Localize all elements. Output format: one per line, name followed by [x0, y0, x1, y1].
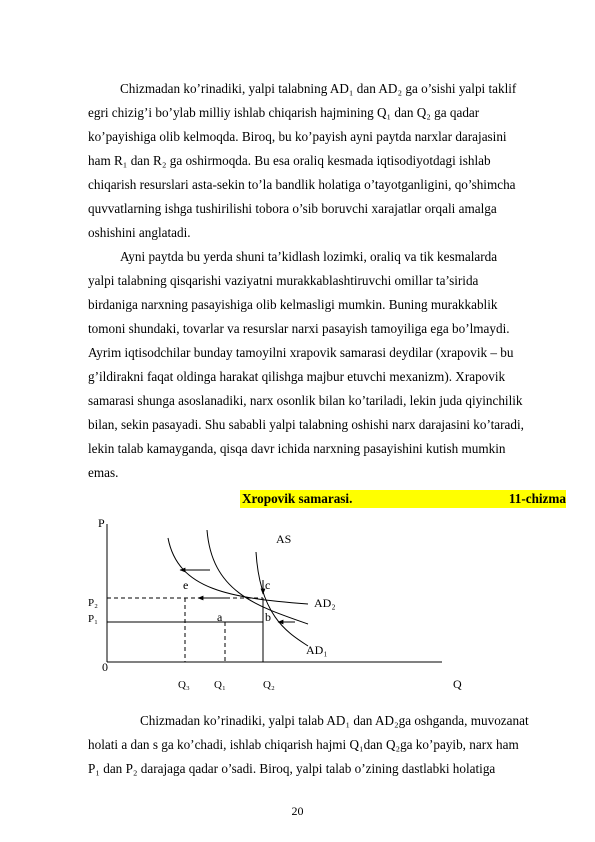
ad1-curve — [256, 552, 308, 646]
as-label: AS — [276, 532, 292, 546]
text-line: tomoni shundaki, tovarlar va resurslar narxi pasayish tamoyiliga ega bo’lmaydi. — [88, 321, 510, 336]
p1-label: P₁ — [88, 613, 98, 625]
text-line: quvvatlarning ishga tushirilishi tobora o’sib boruvchi xarajatlar orqali amalga — [88, 201, 497, 216]
q3-label: Q₃ — [178, 679, 190, 691]
ad2-curve — [168, 538, 308, 604]
point-c-label: c — [265, 578, 271, 592]
ratchet-effect-diagram — [80, 512, 480, 692]
text-line: P₁ dan P₂ darajaga qadar o’sadi. Biroq, yalpi talab o’zining dastlabki holatiga — [88, 761, 496, 776]
text-line: ko’payishiga olib kelmoqda. Biroq, bu ko’payish ayni paytda narxlar darajasini — [88, 129, 507, 144]
text-line: holati a dan s ga ko’chadi, ishlab chiqarish hajmi Q₁dan Q₂ga ko’payib, narx ham — [88, 737, 519, 752]
page-number: 20 — [291, 804, 304, 818]
text-line: ham R₁ dan R₂ ga oshirmoqda. Bu esa oraliq kesmada iqtisodiyotdagi ishlab — [88, 153, 491, 168]
text-line: lekin talab kamayganda, qisqa davr ichida narxning pasayishini kutish mumkin — [88, 441, 506, 456]
text-line: Ayni paytda bu yerda shuni ta’kidlash lozimki, oraliq va tik kesmalarda — [120, 249, 498, 264]
figure-caption — [240, 490, 566, 508]
paragraph-3 — [88, 709, 557, 781]
q1-label: Q₁ — [214, 679, 226, 691]
x-axis-label: Q — [453, 677, 462, 691]
ad1-label: AD₁ — [306, 643, 328, 657]
text-line: birdaniga narxning pasayishiga olib kelmasligi mumkin. Buning murakkablik — [88, 297, 498, 312]
text-line: g’ildirakni faqat oldinga harakat qilishga majbur etuvchi mexanizm). Xrapovik — [88, 369, 506, 384]
q2-label: Q₂ — [263, 679, 275, 691]
text-line: chiqarish resurslari asta-sekin to’la bandlik holatiga o’tayotganligini, qo’shimcha — [88, 177, 516, 192]
point-b-label: b — [265, 610, 271, 624]
text-line: Chizmadan ko’rinadiki, yalpi talab AD₁ dan AD₂ga oshganda, muvozanat — [140, 713, 529, 728]
p2-label: P₂ — [88, 597, 98, 609]
paragraph-2 — [88, 245, 557, 485]
text-line: oshishini anglatadi. — [88, 225, 191, 240]
text-line: samarasi shunga asoslanadiki, narx osonlik bilan ko’tariladi, lekin juda qiyinchilik — [88, 393, 523, 408]
text-line: Chizmadan ko’rinadiki, yalpi talabning AD₁ dan AD₂ ga o’sishi yalpi taklif — [120, 81, 517, 96]
point-e-label: e — [183, 578, 189, 592]
figure-number: 11-chizma — [508, 491, 566, 506]
text-line: Ayrim iqtisodchilar bunday tamoyilni xrapovik samarasi deydilar (xrapovik – bu — [88, 345, 514, 360]
text-line: yalpi talabning qisqarishi vaziyatni murakkablashtiruvchi omillar ta’sirida — [88, 273, 479, 288]
paragraph-1 — [88, 77, 557, 245]
figure-title: Xropovik samarasi. — [242, 491, 353, 506]
y-axis-label: P — [98, 516, 105, 530]
origin-label: 0 — [102, 660, 108, 674]
text-line: egri chizig’i bo’ylab milliy ishlab chiqarish hajmining Q₁ dan Q₂ ga qadar — [88, 105, 480, 120]
ad2-label: AD₂ — [314, 596, 336, 610]
text-line: bilan, sekin pasayadi. Shu sababli yalpi talabning oshishi narx darajasini ko’taradi, — [88, 417, 524, 432]
text-line: emas. — [88, 465, 119, 480]
point-a-label: a — [217, 610, 223, 624]
